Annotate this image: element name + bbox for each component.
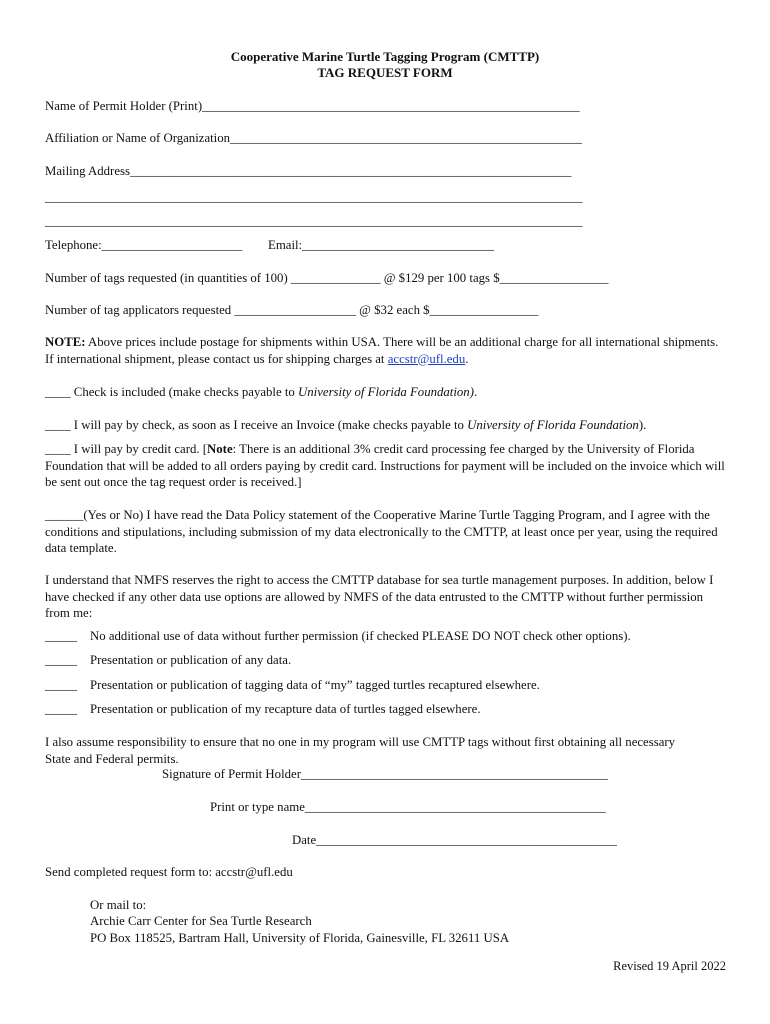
check-included-option[interactable] — [45, 384, 477, 400]
print-name-field[interactable]: Print or type name_______________________________________________ — [210, 800, 606, 814]
nmfs-option-3-blank[interactable]: _____ — [45, 678, 77, 692]
contact-email-link[interactable]: accstr@ufl.edu — [387, 351, 466, 366]
nmfs-option-2-label: Presentation or publication of any data. — [90, 653, 292, 667]
nmfs-option-4-label: Presentation or publication of my recapture data of turtles tagged elsewhere. — [90, 702, 481, 716]
credit-card-note: : There is an additional 3% credit card processing fee charged by the University of Florida Foundation that will be added to all orders paying by credit card. Instructions for payment will be included on the invoice which will be sent out once the tag request order is received.] — [45, 442, 725, 490]
form-subtitle: TAG REQUEST FORM — [317, 65, 453, 80]
revision-date: Revised 19 April 2022 — [613, 959, 726, 973]
note-label: NOTE: — [45, 335, 86, 349]
mail-to-label: Or mail to: — [90, 898, 147, 912]
check-included-payee: University of Florida Foundation) — [298, 385, 474, 399]
send-to-line: Send completed request form to: accstr@ufl.edu — [45, 865, 293, 879]
credit-card-text: ____ I will pay by credit card. [ — [45, 442, 208, 456]
nmfs-intro: I understand that NMFS reserves the right to access the CMTTP database for sea turtle management purposes. In addition, below I have checked if any other data use options are allowed by NMFS of the data entrusted to the CMTTP without further permission from me: — [45, 573, 714, 621]
date-field[interactable]: Date_______________________________________________ — [292, 833, 617, 847]
invoice-payee: University of Florida Foundation — [467, 418, 639, 432]
signature-field[interactable]: Signature of Permit Holder________________________________________________ — [162, 767, 609, 781]
data-policy-agreement[interactable]: ______(Yes or No) I have read the Data Policy statement of the Cooperative Marine Turtle Tagging Program, and I agree with the conditions and stipulations, including submission of my data electronically to the CMTTP, at least once per year, using the required data template. — [45, 508, 718, 556]
credit-card-option[interactable] — [45, 441, 727, 491]
permit-holder-field[interactable]: Name of Permit Holder (Print)___________________________________________________________ — [45, 99, 580, 113]
nmfs-option-2-blank[interactable]: _____ — [45, 653, 77, 667]
check-included-end: . — [473, 385, 478, 399]
mail-to-organization: Archie Carr Center for Sea Turtle Research — [90, 914, 312, 928]
nmfs-option-1-label: No additional use of data without further permission (if checked PLEASE DO NOT check other options). — [90, 629, 631, 643]
mailing-address-line-2[interactable]: ____________________________________________________________________________________ — [45, 190, 583, 204]
nmfs-option-4-blank[interactable]: _____ — [45, 702, 77, 716]
note-text: Above prices include postage for shipments within USA. There will be an additional charge for all international shipments. If international shipment, please contact us for shipping charges at — [45, 335, 719, 366]
form-title: Cooperative Marine Turtle Tagging Program (CMTTP) — [230, 49, 540, 64]
nmfs-option-3-label: Presentation or publication of tagging data of “my” tagged turtles recaptured elsewhere. — [90, 678, 540, 692]
invoice-text: ____ I will pay by check, as soon as I receive an Invoice (make checks payable to — [45, 418, 468, 432]
applicators-requested-field[interactable]: Number of tag applicators requested ___________________ @ $32 each $_________________ — [45, 303, 539, 317]
shipping-note — [45, 334, 727, 367]
responsibility-statement: I also assume responsibility to ensure that no one in my program will use CMTTP tags without first obtaining all necessary State and Federal permits. — [45, 735, 676, 766]
mailing-address-line-3[interactable]: ____________________________________________________________________________________ — [45, 214, 583, 228]
credit-card-note-label: Note — [207, 442, 233, 456]
note-end: . — [465, 351, 469, 366]
telephone-field[interactable]: Telephone:______________________ — [45, 238, 243, 252]
invoice-option[interactable] — [45, 417, 646, 433]
affiliation-field[interactable]: Affiliation or Name of Organization_______________________________________________________ — [45, 131, 582, 145]
tags-requested-field[interactable]: Number of tags requested (in quantities of 100) ______________ @ $129 per 100 tags $_________________ — [45, 271, 609, 285]
invoice-end: ). — [638, 418, 647, 432]
check-included-text: ____ Check is included (make checks payable to — [45, 385, 299, 399]
email-field[interactable]: Email:______________________________ — [268, 238, 495, 252]
nmfs-option-1-blank[interactable]: _____ — [45, 629, 77, 643]
mailing-address-field[interactable]: Mailing Address_____________________________________________________________________ — [45, 164, 572, 178]
mail-to-address: PO Box 118525, Bartram Hall, University of Florida, Gainesville, FL 32611 USA — [90, 931, 510, 945]
